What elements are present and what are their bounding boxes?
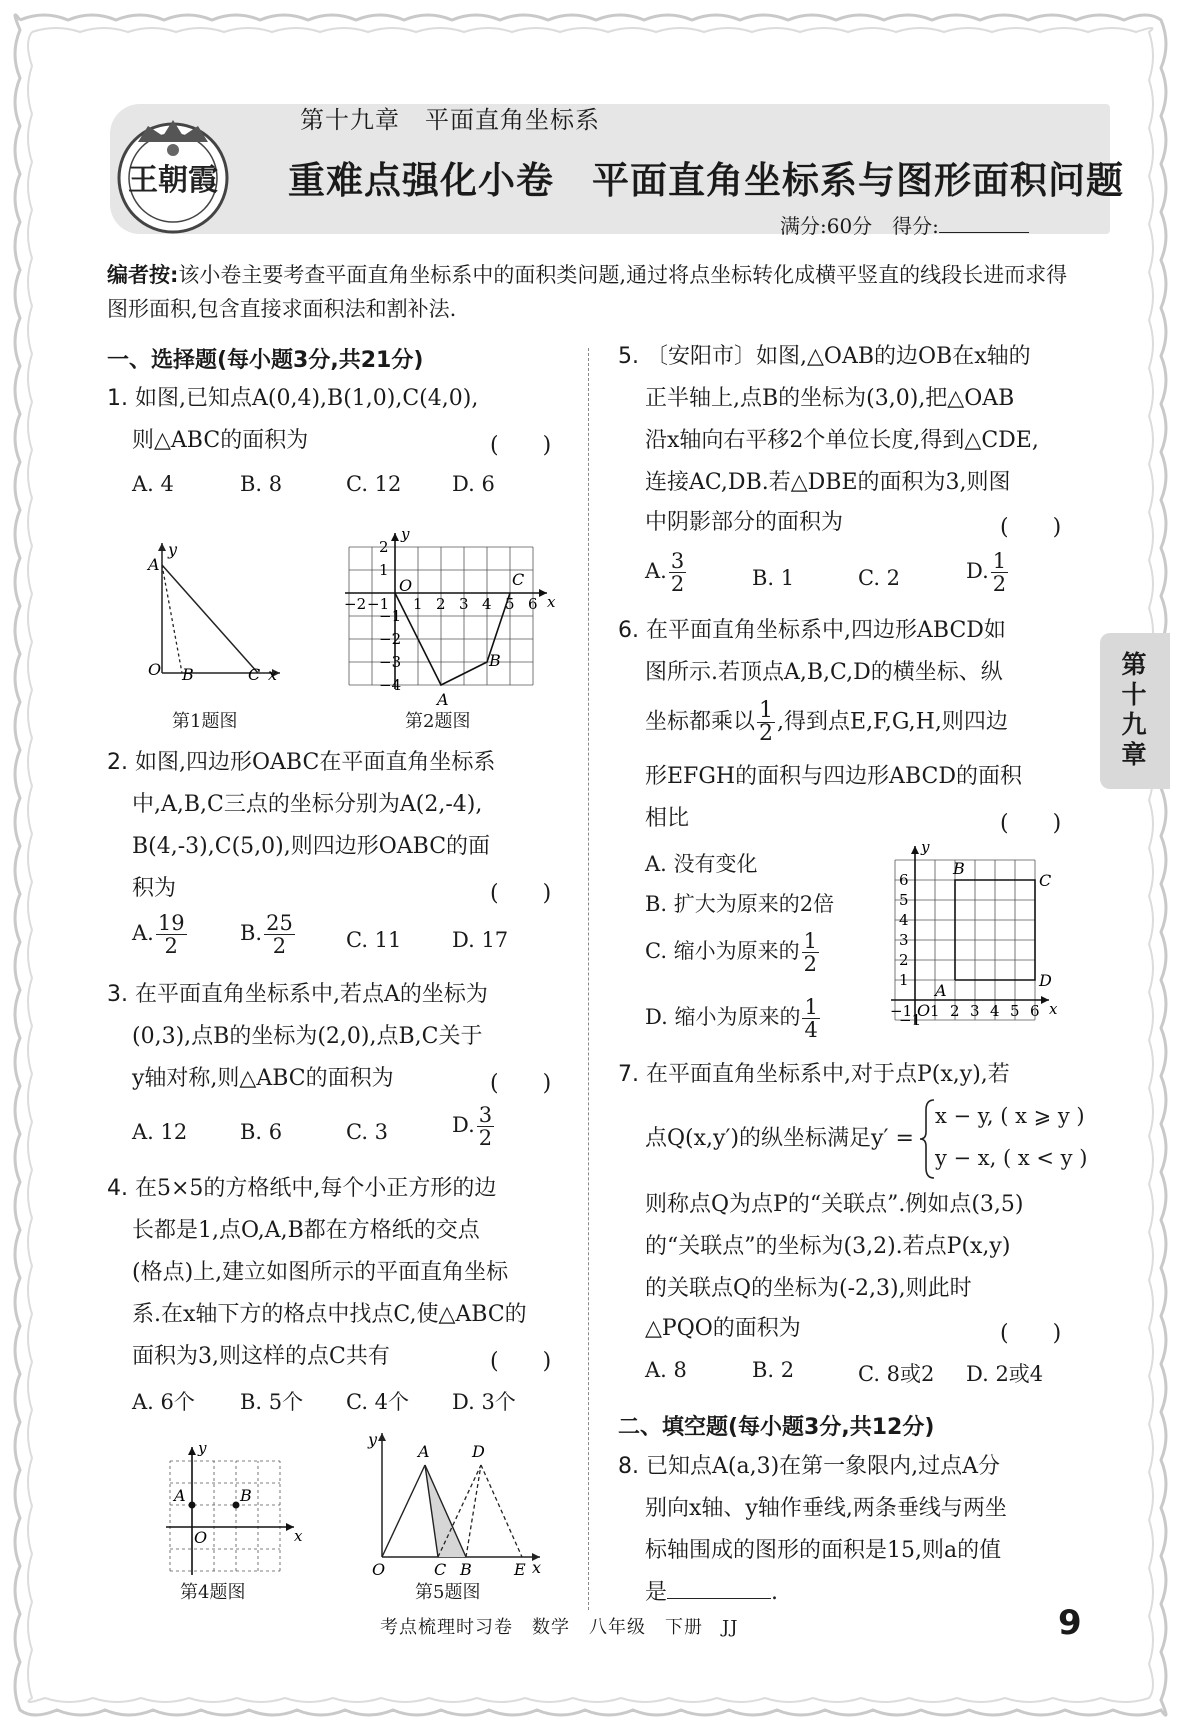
q3-line2: (0,3),点B的坐标为(2,0),点B,C关于 [132, 1024, 483, 1049]
q3-option-c[interactable]: C. 3 [346, 1120, 389, 1144]
figure-1 [140, 535, 290, 695]
chapter-label: 第十九章 平面直角坐标系 [300, 106, 600, 134]
q8-answer-blank[interactable] [667, 1574, 771, 1599]
score-line: 满分:60分 得分: [780, 210, 1029, 239]
page-title: 重难点强化小卷 平面直角坐标系与图形面积问题 [288, 159, 1124, 202]
q2-option-d[interactable]: D. 17 [452, 928, 509, 952]
q7-line6: △PQO的面积为 [645, 1316, 801, 1341]
q4-line1: 在5×5的方格纸中,每个小正方形的边 [135, 1176, 497, 1201]
figure-2-caption: 第2题图 [405, 711, 471, 732]
svg-text:B: B [240, 1486, 252, 1505]
q2-line4: 积为 [132, 876, 177, 901]
q6-answer-paren[interactable]: ( ) [1000, 811, 1062, 836]
q2-line2: 中,A,B,C三点的坐标分别为A(2,-4), [132, 792, 483, 817]
svg-text:A: A [418, 1442, 430, 1461]
figure-5 [360, 1425, 550, 1579]
figure-5-caption: 第5题图 [415, 1582, 481, 1603]
q4-option-d[interactable]: D. 3个 [452, 1390, 516, 1414]
q7-option-c[interactable]: C. 8或2 [858, 1362, 935, 1386]
svg-text:−2: −2 [379, 630, 402, 648]
q6-option-d[interactable]: D. 缩小为原来的 $\frac{1}{4}$ [645, 995, 818, 1042]
q8-line4: 是 . [645, 1572, 778, 1613]
svg-text:B: B [182, 665, 194, 684]
svg-text:4: 4 [990, 1002, 1000, 1020]
q3-line1: 在平面直角坐标系中,若点A的坐标为 [135, 982, 488, 1007]
q7-line4: 的“关联点”的坐标为(3,2).若点P(x,y) [645, 1234, 1011, 1259]
q4-line5: 面积为3,则这样的点C共有 [132, 1344, 390, 1369]
q4-line4: 系.在x轴下方的格点中找点C,使△ABC的 [132, 1302, 527, 1327]
svg-text:2: 2 [899, 951, 909, 969]
q5-option-c[interactable]: C. 2 [858, 566, 901, 590]
q8-line2: 别向x轴、y轴作垂线,两条垂线与两坐 [645, 1496, 1007, 1521]
svg-text:2: 2 [950, 1002, 960, 1020]
q6-line3: 坐标都乘以 $\frac{1}{2}$ ,得到点E,F,G,H,则四边 [645, 698, 1008, 746]
q1-option-d[interactable]: D. 6 [452, 472, 495, 496]
q5-line4: 连接AC,DB.若△DBE的面积为3,则图 [645, 470, 1011, 495]
svg-text:−1: −1 [899, 1011, 922, 1029]
q2-answer-paren[interactable]: ( ) [490, 881, 552, 906]
svg-text:x: x [268, 665, 278, 684]
q7-line3: 则称点Q为点P的“关联点”.例如点(3,5) [645, 1192, 1024, 1217]
svg-text:B: B [460, 1560, 472, 1579]
svg-text:1: 1 [379, 561, 389, 579]
q3-line3: y轴对称,则△ABC的面积为 [132, 1066, 394, 1091]
q4-line2: 长都是1,点O,A,B都在方格纸的交点 [132, 1218, 480, 1243]
svg-text:−1: −1 [890, 1002, 913, 1020]
svg-text:x: x [1049, 1000, 1058, 1018]
svg-text:A: A [148, 555, 160, 574]
svg-text:C: C [248, 665, 261, 684]
q1-line1: 1. 如图,已知点A(0,4),B(1,0),C(4,0), [107, 386, 479, 411]
q7-case1: x − y, ( x ⩾ y ) [935, 1104, 1085, 1128]
q2-line1: 如图,四边形OABC在平面直角坐标系 [135, 750, 496, 775]
svg-text:y: y [401, 525, 410, 543]
svg-text:x: x [294, 1527, 303, 1545]
svg-text:y: y [168, 540, 178, 559]
svg-text:D: D [1039, 971, 1052, 990]
footer-text: 考点梳理时习卷 数学 八年级 下册 JJ [380, 1617, 739, 1638]
svg-text:1: 1 [930, 1002, 940, 1020]
svg-text:A: A [935, 981, 947, 1000]
svg-text:B: B [489, 651, 501, 670]
logo-seal [108, 112, 238, 242]
svg-text:C: C [512, 570, 525, 589]
figure-4-caption: 第4题图 [180, 1582, 246, 1603]
svg-text:4: 4 [899, 911, 909, 929]
q4-answer-paren[interactable]: ( ) [490, 1349, 552, 1374]
svg-text:O: O [372, 1560, 386, 1579]
section1-title: 一、选择题(每小题3分,共21分) [107, 348, 424, 373]
svg-text:王朝霞: 王朝霞 [128, 163, 218, 198]
q6-line4: 形EFGH的面积与四边形ABCD的面积 [645, 764, 1023, 789]
q4-line3: (格点)上,建立如图所示的平面直角坐标 [132, 1260, 509, 1285]
svg-text:−4: −4 [379, 676, 402, 694]
q1-option-b[interactable]: B. 8 [240, 472, 283, 496]
column-divider [588, 348, 589, 1610]
svg-text:A: A [437, 690, 449, 709]
q6-option-c[interactable]: C. 缩小为原来的 $\frac{1}{2}$ [645, 929, 818, 976]
q6-option-a[interactable]: A. 没有变化 [645, 852, 758, 876]
svg-text:y: y [921, 838, 930, 856]
q1-option-a[interactable]: A. 4 [132, 472, 174, 496]
q3-option-a[interactable]: A. 12 [132, 1120, 188, 1144]
svg-text:3: 3 [970, 1002, 980, 1020]
svg-text:5: 5 [899, 891, 909, 909]
q3-option-b[interactable]: B. 6 [240, 1120, 283, 1144]
q2-option-a[interactable]: A. $\frac{19}{2}$ [132, 911, 185, 958]
q6-line2: 图所示.若顶点A,B,C,D的横坐标、纵 [645, 660, 1003, 685]
editor-note: 编者按:该小卷主要考查平面直角坐标系中的面积类问题,通过将点坐标转化成横平竖直的线段长进而求得图形面积,包含直接求面积法和割补法. [107, 263, 1068, 321]
figure-1-caption: 第1题图 [172, 711, 238, 732]
q7-line5: 的关联点Q的坐标为(-2,3),则此时 [645, 1276, 972, 1301]
svg-text:−3: −3 [379, 653, 402, 671]
q7-line2: 点Q(x,y′)的纵坐标满足y′ = [645, 1126, 914, 1151]
q7-option-d[interactable]: D. 2或4 [966, 1362, 1044, 1386]
q2-option-b[interactable]: B. $\frac{25}{2}$ [240, 911, 293, 958]
figure-4 [150, 1435, 303, 1575]
q5-line2: 正半轴上,点B的坐标为(3,0),把△OAB [645, 386, 1015, 411]
svg-text:O: O [399, 576, 413, 595]
q7-case2: y − x, ( x < y ) [935, 1146, 1088, 1170]
svg-text:x: x [547, 593, 556, 611]
svg-text:3: 3 [459, 595, 469, 613]
q5-line3: 沿x轴向右平移2个单位长度,得到△CDE, [645, 428, 1039, 453]
q3-answer-paren[interactable]: ( ) [490, 1071, 552, 1096]
q6-line5: 相比 [645, 806, 690, 831]
q4-option-c[interactable]: C. 4个 [346, 1390, 410, 1414]
svg-text:1: 1 [413, 595, 423, 613]
q7-option-b[interactable]: B. 2 [752, 1358, 795, 1382]
svg-text:y: y [198, 1439, 207, 1457]
svg-text:6: 6 [899, 871, 909, 889]
svg-text:O: O [194, 1528, 208, 1547]
score-blank[interactable] [939, 232, 1029, 233]
q6-option-b[interactable]: B. 扩大为原来的2倍 [645, 892, 835, 916]
q1-option-c[interactable]: C. 12 [346, 472, 402, 496]
svg-text:2: 2 [379, 538, 389, 556]
svg-text:x: x [532, 1558, 542, 1577]
q5-answer-paren[interactable]: ( ) [1000, 515, 1062, 540]
q1-answer-paren[interactable]: ( ) [490, 433, 552, 458]
svg-text:5: 5 [1010, 1002, 1020, 1020]
svg-text:1: 1 [899, 971, 909, 989]
svg-text:O: O [148, 660, 162, 679]
q2-option-c[interactable]: C. 11 [346, 928, 402, 952]
q7-line1: 在平面直角坐标系中,对于点P(x,y),若 [646, 1062, 1010, 1087]
svg-text:−2: −2 [344, 595, 367, 613]
q4-option-b[interactable]: B. 5个 [240, 1390, 304, 1414]
svg-text:6: 6 [528, 595, 538, 613]
chapter-side-tab-label: 第十九章 [1121, 650, 1147, 769]
svg-text:−1: −1 [379, 607, 402, 625]
q5-line5: 中阴影部分的面积为 [645, 510, 844, 535]
svg-text:2: 2 [436, 595, 446, 613]
q5-line1: 〔安阳市〕如图,△OAB的边OB在x轴的 [646, 344, 1031, 369]
q4-option-a[interactable]: A. 6个 [132, 1390, 195, 1414]
q5-option-a[interactable]: A. $\frac{3}{2}$ [645, 549, 685, 596]
svg-text:4: 4 [482, 595, 492, 613]
page-number: 9 [1058, 1603, 1082, 1643]
svg-text:O: O [917, 1001, 931, 1020]
svg-text:C: C [1039, 871, 1052, 890]
q7-answer-paren[interactable]: ( ) [1000, 1321, 1062, 1346]
q1-line2: 则△ABC的面积为 [132, 428, 309, 453]
q6-line1: 在平面直角坐标系中,四边形ABCD如 [646, 618, 1006, 643]
svg-text:D: D [472, 1442, 485, 1461]
figure-6 [875, 840, 1085, 1035]
svg-text:E: E [514, 1560, 526, 1579]
q5-option-d[interactable]: D. $\frac{1}{2}$ [966, 549, 1007, 596]
figure-2 [330, 515, 556, 709]
svg-text:−1: −1 [367, 595, 390, 613]
svg-text:C: C [434, 1560, 447, 1579]
svg-text:B: B [953, 859, 965, 878]
q2-line3: B(4,-3),C(5,0),则四边形OABC的面 [132, 834, 491, 859]
svg-text:3: 3 [899, 931, 909, 949]
q5-option-b[interactable]: B. 1 [752, 566, 795, 590]
svg-text:y: y [368, 1430, 378, 1449]
q3-option-d[interactable]: D. $\frac{3}{2}$ [452, 1103, 493, 1150]
q8-line3: 标轴围成的图形的面积是15,则a的值 [645, 1538, 1002, 1563]
svg-text:6: 6 [1030, 1002, 1040, 1020]
section2-title: 二、填空题(每小题3分,共12分) [618, 1415, 935, 1440]
q8-line1: 已知点A(a,3)在第一象限内,过点A分 [646, 1454, 1001, 1479]
svg-text:A: A [174, 1486, 186, 1505]
svg-text:5: 5 [505, 595, 515, 613]
q7-option-a[interactable]: A. 8 [645, 1358, 687, 1382]
